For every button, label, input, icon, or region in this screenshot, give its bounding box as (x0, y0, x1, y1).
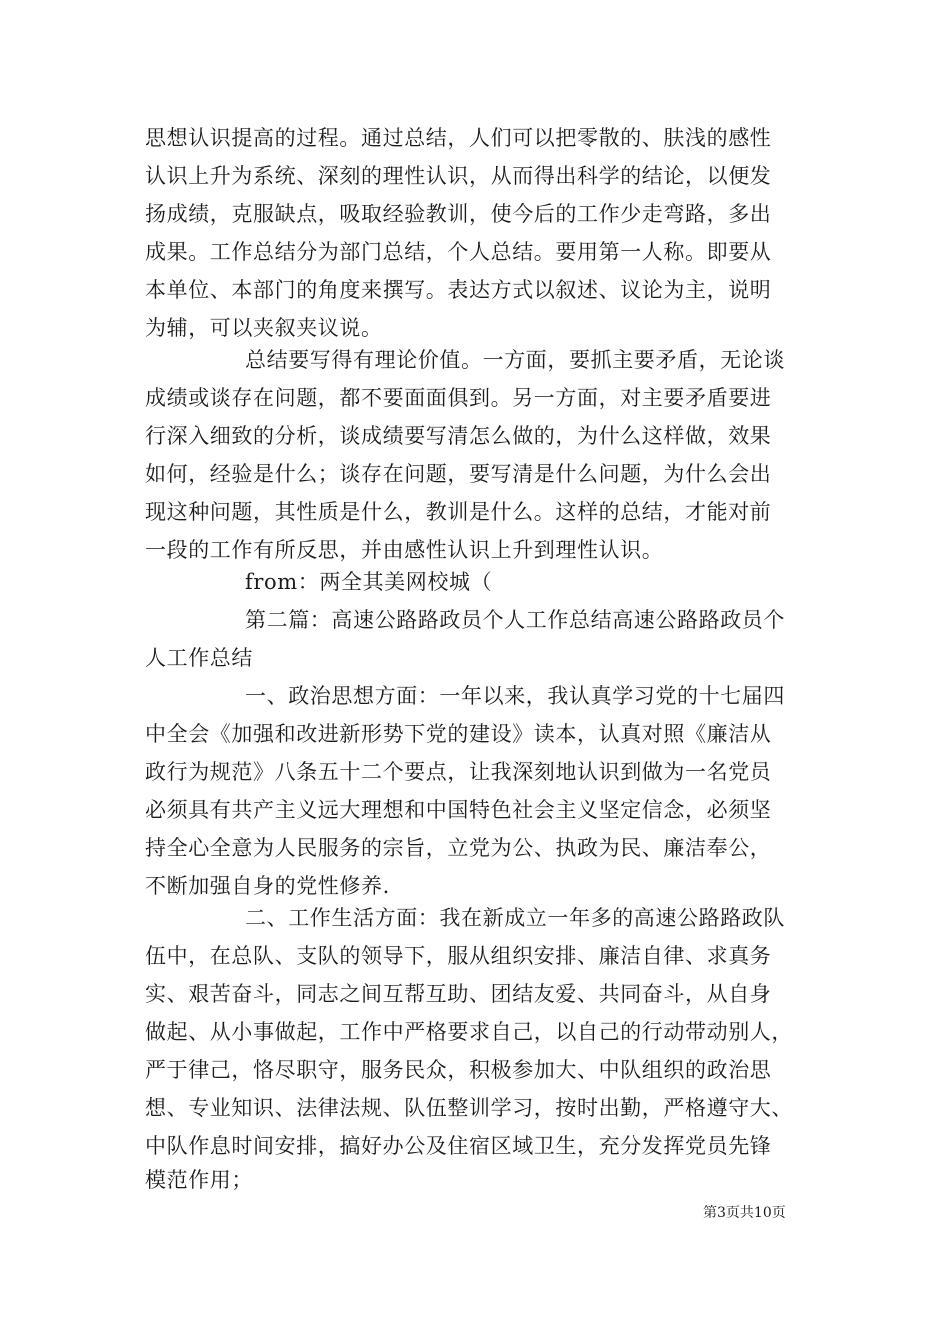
paragraph-start-line: 总结要写得有理论价值。一方面，要抓主要矛盾，无论谈 (245, 348, 785, 372)
paragraph-start-line: 一、政治思想方面：一年以来，我认真学习党的十七届四 (245, 684, 785, 708)
body-line: 持全心全意为人民服务的宗旨，立党为公、执政为民、廉洁奉公， (145, 836, 772, 860)
body-line: 认识上升为系统、深刻的理性认识，从而得出科学的结论，以便发 (145, 164, 772, 188)
page-number-footer: 第3页共10页 (703, 1205, 786, 1221)
body-line: 现这种问题，其性质是什么，教训是什么。这样的总结，才能对前 (145, 500, 772, 524)
body-line: 成绩或谈存在问题，都不要面面俱到。另一方面，对主要矛盾要进 (145, 386, 772, 410)
body-line: 思想认识提高的过程。通过总结，人们可以把零散的、肤浅的感性 (145, 126, 772, 150)
body-line: 模范作用； (145, 1168, 253, 1192)
body-line: 政行为规范》八条五十二个要点，让我深刻地认识到做为一名党员 (145, 760, 772, 784)
body-line: 想、专业知识、法律法规、队伍整训学习，按时出勤，严格遵守大、 (145, 1096, 793, 1120)
source-line: from：两全其美网校城（ (245, 570, 493, 594)
body-line: 不断加强自身的党性修养. (145, 874, 390, 898)
body-line: 一段的工作有所反思，并由感性认识上升到理性认识。 (145, 538, 664, 562)
body-line: 为辅，可以夹叙夹议说。 (145, 316, 383, 340)
section-heading-line: 人工作总结 (145, 646, 253, 670)
body-line: 成果。工作总结分为部门总结，个人总结。要用第一人称。即要从 (145, 240, 772, 264)
body-line: 中全会《加强和改进新形势下党的建设》读本，认真对照《廉洁从 (145, 722, 772, 746)
section-heading-line: 第二篇：高速公路路政员个人工作总结高速公路路政员个 (245, 608, 785, 632)
body-line: 必须具有共产主义远大理想和中国特色社会主义坚定信念，必须坚 (145, 798, 772, 822)
body-line: 做起、从小事做起，工作中严格要求自己，以自己的行动带动别人， (145, 1020, 793, 1044)
body-line: 行深入细致的分析，谈成绩要写清怎么做的，为什么这样做，效果 (145, 424, 772, 448)
body-line: 严于律己，恪尽职守，服务民众，积极参加大、中队组织的政治思 (145, 1058, 772, 1082)
body-line: 中队作息时间安排，搞好办公及住宿区域卫生，充分发挥党员先锋 (145, 1134, 772, 1158)
body-line: 扬成绩，克服缺点，吸取经验教训，使今后的工作少走弯路，多出 (145, 202, 772, 226)
body-line: 实、艰苦奋斗，同志之间互帮互助、团结友爱、共同奋斗，从自身 (145, 982, 772, 1006)
body-line: 如何，经验是什么；谈存在问题，要写清是什么问题，为什么会出 (145, 462, 772, 486)
body-line: 本单位、本部门的角度来撰写。表达方式以叙述、议论为主，说明 (145, 278, 772, 302)
body-line: 伍中，在总队、支队的领导下，服从组织安排、廉洁自律、求真务 (145, 944, 772, 968)
paragraph-start-line: 二、工作生活方面：我在新成立一年多的高速公路路政队 (245, 906, 785, 930)
